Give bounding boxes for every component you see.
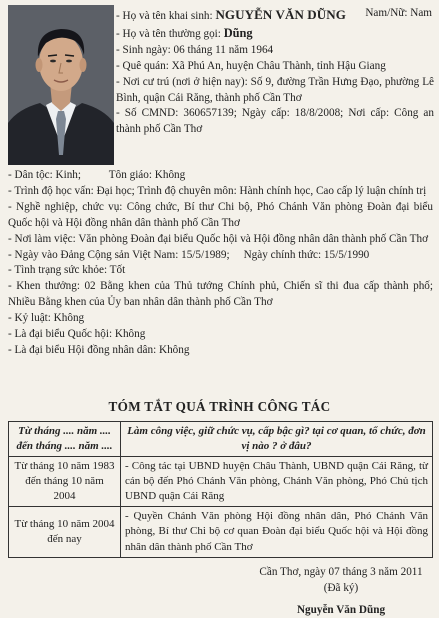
table-row — [9, 456, 433, 507]
alias-row — [116, 25, 434, 43]
occupation: - Nghề nghiệp, chức vụ: Công chức, Bí thư Chi bộ, Phó Chánh Văn phòng Đoàn đại biểu Quốc hội và Hội đồng nhân dân thành phố Cần Thơ — [8, 200, 433, 229]
signature-block — [251, 565, 431, 618]
id-card: - Số CMND: 360657139; Ngày cấp: 18/8/2008; Nơi cấp: Công an thành phố Cần Thơ — [116, 107, 434, 136]
council-delegate: - Là đại biểu Hội đồng nhân dân: Không — [8, 343, 190, 356]
period-cell: Từ tháng 10 năm 2004 đến nay — [9, 507, 121, 558]
portrait-photo — [8, 5, 114, 165]
alias-name: Dũng — [223, 25, 253, 40]
period-header: Từ tháng .... năm .... đến tháng .... năm .... — [9, 422, 121, 457]
health: - Tình trạng sức khỏe: Tốt — [8, 264, 126, 277]
content-cell: - Công tác tại UBND huyện Châu Thành, UBND quận Cái Răng, từ cán bộ đến Phó Chánh Văn phòng, Chánh Văn phòng, Phó Chủ tịch UBND quận Cái Răng — [121, 456, 433, 507]
signer-name: Nguyễn Văn Dũng — [296, 603, 386, 616]
discipline: - Kỷ luật: Không — [8, 312, 85, 325]
party-membership: - Ngày vào Đảng Cộng sản Việt Nam: 15/5/1989; Ngày chính thức: 15/5/1990 — [8, 248, 370, 261]
birth-name-label: - Họ và tên khai sinh: — [116, 10, 213, 22]
education: - Trình độ học vấn: Đại học; Trình độ chuyên môn: Hành chính học, Cao cấp lý luận chính trị — [8, 184, 427, 197]
birth-date: - Sinh ngày: 06 tháng 11 năm 1964 — [116, 43, 274, 56]
national-assembly-delegate: - Là đại biểu Quốc hội: Không — [8, 328, 146, 341]
workplace: - Nơi làm việc: Văn phòng Đoàn đại biểu Quốc hội và Hội đồng nhân dân thành phố Cần Thơ — [8, 232, 428, 245]
birth-name: NGUYỄN VĂN DŨNG — [215, 7, 346, 22]
residence: - Nơi cư trú (nơi ở hiện nay): Số 9, đường Trần Hưng Đạo, phường Lê Bình, quận Cái Răng, thành phố Cần Thơ — [116, 75, 434, 104]
alias-label: - Họ và tên thường gọi: — [116, 27, 221, 40]
table-header-row — [9, 422, 433, 457]
content-cell: - Quyền Chánh Văn phòng Hội đồng nhân dân, Phó Chánh Văn phòng, Bí thư Chi bộ cơ quan Đoàn đại biểu Quốc hội và Hội đồng nhân dân thành phố Cần Thơ — [121, 507, 433, 558]
work-history-title: TÓM TẮT QUÁ TRÌNH CÔNG TÁC — [108, 399, 331, 414]
signed-note: (Đã ký) — [323, 581, 359, 594]
identity-block — [116, 6, 434, 138]
hometown: - Quê quán: Xã Phú An, huyện Châu Thành, tỉnh Hậu Giang — [116, 59, 386, 72]
work-history-table — [8, 421, 433, 558]
awards: - Khen thưởng: 02 Bằng khen của Thủ tướng Chính phủ, Chiến sĩ thi đua cấp thành phố; Nhiều Bằng khen của Ủy ban nhân dân thành phố Cần Thơ — [8, 280, 433, 309]
content-header: Làm công việc, giữ chức vụ, cấp bậc gì? tại cơ quan, tổ chức, đơn vị nào ? ở đâu? — [121, 422, 433, 457]
portrait-image — [8, 5, 114, 165]
details-block — [8, 168, 433, 359]
ethnicity-religion: - Dân tộc: Kinh; Tôn giáo: Không — [8, 169, 186, 181]
period-cell: Từ tháng 10 năm 1983 đến tháng 10 năm 2004 — [9, 456, 121, 507]
table-row — [9, 507, 433, 558]
birth-name-row — [116, 6, 434, 25]
gender: Nam/Nữ: Nam — [365, 7, 432, 19]
place-date: Cần Thơ, ngày 07 tháng 3 năm 2011 — [259, 566, 423, 578]
